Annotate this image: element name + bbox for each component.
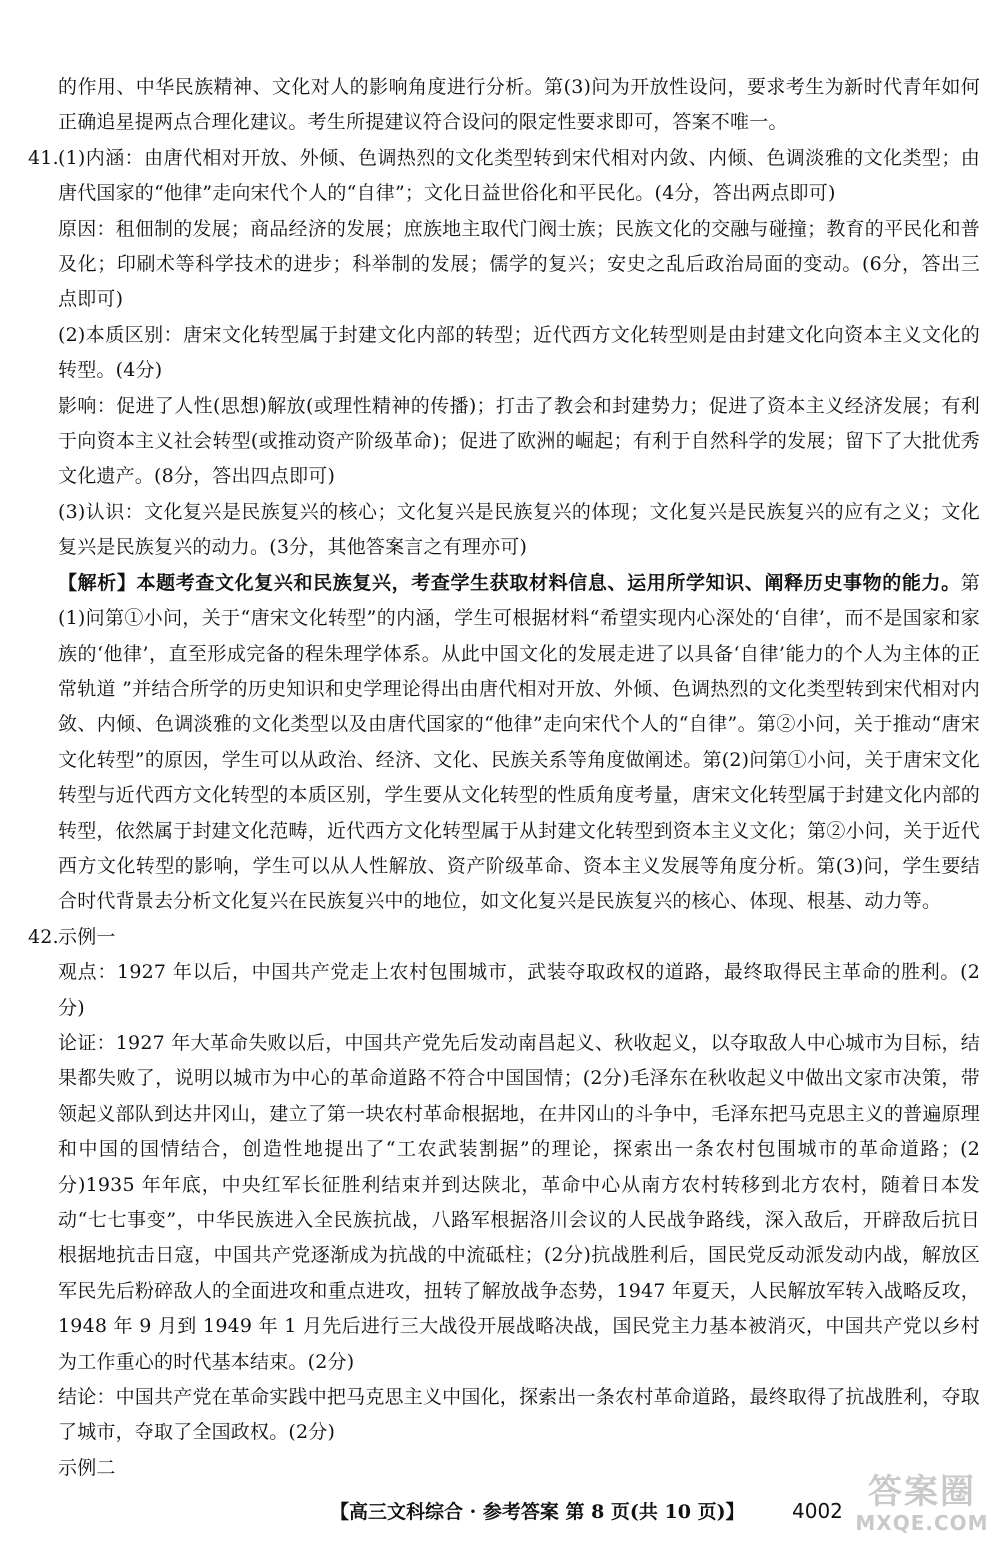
q42-argument-paragraph [58, 1026, 980, 1380]
q41-impact-paragraph [58, 389, 980, 495]
q42-conclusion-paragraph [58, 1380, 980, 1451]
q41-reason-paragraph [58, 212, 980, 318]
page-footer [0, 1497, 1000, 1527]
question-number-42: 42. [28, 925, 59, 948]
q42-example2-label: 示例二 [58, 1456, 116, 1479]
footer-code: 4002 [792, 1499, 843, 1523]
answer-content [28, 70, 980, 1486]
q41-part2-paragraph [58, 318, 980, 389]
q42-view-text: 观点：1927 年以后，中国共产党走上农村包围城市，武装夺取政权的道路，最终取得民主革命的胜利。(2分) [58, 961, 980, 1019]
q41-part1-paragraph [28, 141, 980, 212]
site-watermark-logo [852, 1472, 992, 1544]
analysis-paragraph [58, 566, 980, 920]
q41-part2-text: (2)本质区别：唐宋文化转型属于封建文化内部的转型；近代西方文化转型则是由封建文化向资本主义文化的转型。(4分) [58, 323, 980, 382]
q41-reason-text: 原因：租佃制的发展；商品经济的发展；庶族地主取代门阀士族；民族文化的交融与碰撞；教育的平民化和普及化；印刷术等科学技术的进步；科举制的发展；儒学的复兴；安史之乱后政治局面的变动。(6分，答出三点即可) [58, 217, 980, 311]
question-number-41: 41. [28, 146, 59, 169]
q42-argument-text: 论证：1927 年大革命失败以后，中国共产党先后发动南昌起义、秋收起义，以夺取敌人中心城市为目标，结果都失败了，说明以城市为中心的革命道路不符合中国国情；(2分)毛泽东在秋收起义中做出文家市决策，带领起义部队到达井冈山，建立了第一块农村革命根据地，在井冈山的斗争中，毛泽东把马克思主义的普遍原理和中国的国情结合，创造性地提出了“工农武装割据”的理论，探索出一条农村包围城市的革命道路；(2分)1935 年年底，中央红军长征胜利结束并到达陕北，革命中心从南方农村转移到北方农村，随着日本发动“七七事变”，中华民族进入全民族抗战，八路军根据洛川会议的人民战争路线，深入敌后，开辟敌后抗日根据地抗击日寇，中国共产党逐渐成为抗战的中流砥柱；(2分)抗战胜利后，国民党反动派发动内战，解放区军民先后粉碎敌人的全面进攻和重点进攻，扭转了解放战争态势，1947 年夏天，人民解放军转入战略反攻，1948 年 9 月到 1949 年 1 月先后进行三大战役开展战略决战，国民党主力基本被消灭，中国共产党以乡村为工作重心的时代基本结束。(2分) [58, 1031, 980, 1373]
q42-conclusion-text: 结论：中国共产党在革命实践中把马克思主义中国化，探索出一条农村革命道路，最终取得了抗战胜利，夺取了城市，夺取了全国政权。(2分) [58, 1386, 980, 1444]
analysis-heading: 【解析】本题考查文化复兴和民族复兴，考查学生获取材料信息、运用所学知识、阐释历史事物的能力。 [58, 571, 961, 594]
analysis-text: 第(1)问第①小问，关于“唐宋文化转型”的内涵，学生可根据材料“希望实现内心深处的‘自律’，而不是国家和家族的‘他律’，直至形成完备的程朱理学体系。从此中国文化的发展走进了以具备‘自律’能力的个人为主体的正常轨道 ”并结合所学的历史知识和史学理论得出由唐代相对开放、外倾、色调热烈的文化类型转到宋代相对内敛、内倾、色调淡雅的文化类型以及由唐代国家的“他律”走向宋代个人的“自律”。第②小问，关于推动“唐宋文化转型”的原因，学生可以从政治、经济、文化、民族关系等角度做阐述。第(2)问第①小问，关于唐宋文化转型与近代西方文化转型的本质区别，学生要从文化转型的性质角度考量，唐宋文化转型属于封建文化内部的转型，依然属于封建文化范畴，近代西方文化转型属于从封建文化转型到资本主义文化；第②小问，关于近代西方文化转型的影响，学生可以从人性解放、资产阶级革命、资本主义发展等角度分析。第(3)问，学生要结合时代背景去分析文化复兴在民族复兴中的地位，如文化复兴是民族复兴的核心、体现、根基、动力等。 [58, 571, 980, 913]
q41-part1-text: (1)内涵：由唐代相对开放、外倾、色调热烈的文化类型转到宋代相对内敛、内倾、色调淡雅的文化类型；由唐代国家的“他律”走向宋代个人的“自律”；文化日益世俗化和平民化。(4分，答出两点即可) [58, 146, 980, 205]
q42-example2-paragraph [58, 1451, 980, 1486]
intro-text: 的作用、中华民族精神、文化对人的影响角度进行分析。第(3)问为开放性设问，要求考生为新时代青年如何正确追星提两点合理化建议。考生所提建议符合设问的限定性要求即可，答案不唯一。 [58, 76, 980, 134]
watermark-domain: MXQE.COM [855, 1511, 989, 1535]
q42-view-paragraph [58, 955, 980, 1026]
q41-impact-text: 影响：促进了人性(思想)解放(或理性精神的传播)；打击了教会和封建势力；促进了资本主义经济发展；有利于向资本主义社会转型(或推动资产阶级革命)；促进了欧洲的崛起；有利于自然科学的发展；留下了大批优秀文化遗产。(8分，答出四点即可) [58, 394, 980, 488]
q42-example1-label: 示例一 [58, 925, 116, 948]
intro-paragraph [58, 70, 980, 141]
watermark-title: 答案圈 [868, 1472, 976, 1512]
q41-part3-paragraph [58, 495, 980, 566]
q42-heading-paragraph [28, 920, 980, 955]
footer-page-info: 【高三文科综合 · 参考答案 第 8 页(共 10 页)】 [330, 1501, 745, 1523]
q41-part3-text: (3)认识：文化复兴是民族复兴的核心；文化复兴是民族复兴的体现；文化复兴是民族复兴的应有之义；文化复兴是民族复兴的动力。(3分，其他答案言之有理亦可) [58, 500, 980, 559]
